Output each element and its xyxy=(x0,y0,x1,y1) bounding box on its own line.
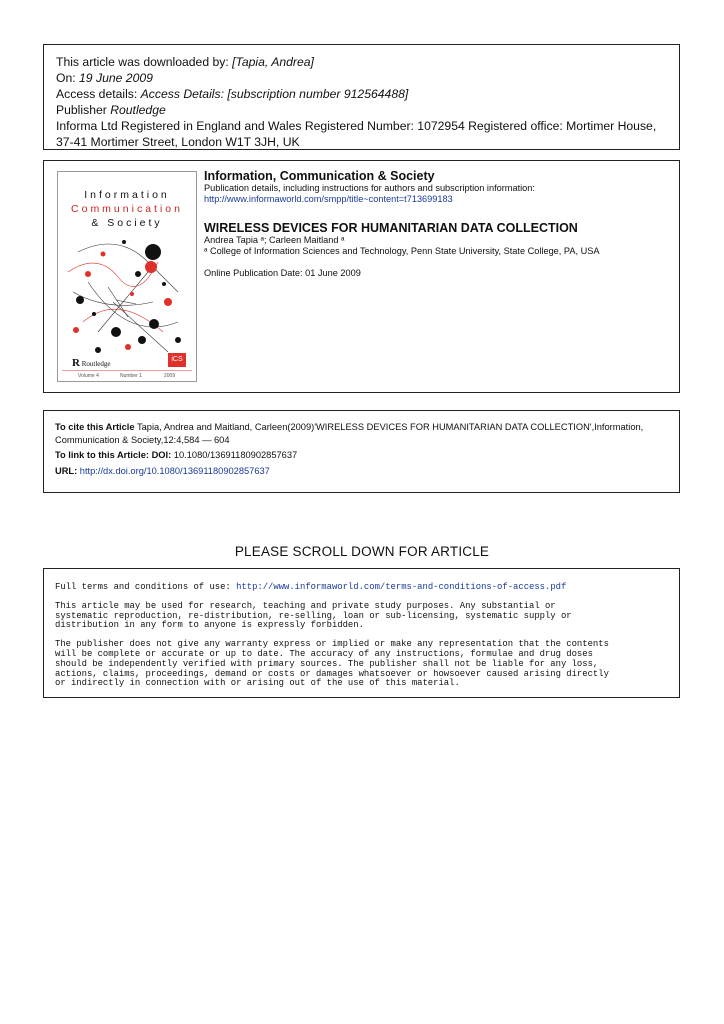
ics-badge: iCS xyxy=(168,353,186,367)
cover-title-line-2: Communication xyxy=(71,203,183,215)
journal-url-link[interactable]: http://www.informaworld.com/smpp/title~content=t713699183 xyxy=(204,194,453,204)
online-publication-date: Online Publication Date: 01 June 2009 xyxy=(204,268,361,278)
journal-details xyxy=(204,169,674,279)
doi-line: To link to this Article: DOI: 10.1080/13691180902857637 xyxy=(55,450,298,460)
terms-url-link[interactable]: http://www.informaworld.com/terms-and-conditions-of-access.pdf xyxy=(236,582,567,592)
journal-title: Information, Communication & Society xyxy=(204,169,435,183)
download-info-box xyxy=(43,44,680,150)
author-affiliation: ᵃ College of Information Sciences and Technology, Penn State University, State College, PA, USA xyxy=(204,246,600,256)
article-authors: Andrea Tapia ᵃ; Carleen Maitland ᵃ xyxy=(204,235,345,245)
journal-info-box xyxy=(43,160,680,393)
publisher-line: Publisher Routledge xyxy=(56,103,166,117)
scroll-down-message: PLEASE SCROLL DOWN FOR ARTICLE xyxy=(234,544,490,559)
publisher-name: Routledge xyxy=(110,103,166,117)
terms-paragraph-usage: This article may be used for research, teaching and private study purposes. Any substantial or systematic reproduction, re-distribution, re-selling, loan or sub-licensing, systematic supply or distribution in any form to anyone is expressly forbidden. xyxy=(55,600,572,631)
terms-box xyxy=(43,568,680,698)
cover-number: Number 1 xyxy=(120,373,142,379)
cover-title-line-1: Information xyxy=(84,189,170,201)
cover-artwork xyxy=(58,232,196,372)
cover-title-line-3: & Society xyxy=(91,217,163,229)
cite-article: To cite this Article Tapia, Andrea and Maitland, Carleen(2009)'WIRELESS DEVICES FOR HUMANITARIAN DATA COLLECTION',Information, Communication & Society,12:4,584 — 604 xyxy=(55,422,644,445)
doi-value: 10.1080/13691180902857637 xyxy=(171,450,298,460)
url-line: URL: http://dx.doi.org/10.1080/13691180902857637 xyxy=(55,465,270,476)
registration-info: Informa Ltd Registered in England and Wales Registered Number: 1072954 Registered office: Mortimer House, 37-41 Mortimer Street, London W1T 3JH, UK xyxy=(56,119,657,149)
citation-box xyxy=(43,410,680,493)
downloaded-by-line: This article was downloaded by: [Tapia, Andrea] xyxy=(56,55,314,69)
cover-volume: Volume 4 xyxy=(78,373,99,379)
routledge-logo: R Routledge xyxy=(72,357,111,369)
routledge-logo-mark: R xyxy=(72,357,80,369)
downloaded-by-user: [Tapia, Andrea] xyxy=(232,55,314,69)
access-details-line: Access details: Access Details: [subscription number 912564488] xyxy=(56,87,409,101)
download-date-line: On: 19 June 2009 xyxy=(56,71,153,85)
download-date: 19 June 2009 xyxy=(79,71,153,85)
terms-paragraph-warranty: The publisher does not give any warranty express or implied or make any representation that the contents will be complete or accurate or up to date. The accuracy of any instructions, formulae and drug doses should be independently verified with primary sources. The publisher shall not be liable for any loss, actions, claims, proceedings, demand or costs or damages whatsoever or howsoever caused arising directly or indirectly in connection with or arising out of the use of this material. xyxy=(55,639,609,689)
article-title: WIRELESS DEVICES FOR HUMANITARIAN DATA COLLECTION xyxy=(204,221,578,235)
cover-year: 2009 xyxy=(164,373,176,379)
full-terms-line: Full terms and conditions of use: http://www.informaworld.com/terms-and-conditions-of-access.pdf xyxy=(55,582,567,592)
doi-url-link[interactable]: http://dx.doi.org/10.1080/13691180902857637 xyxy=(77,465,270,476)
journal-cover-image xyxy=(57,171,197,382)
access-details: Access Details: [subscription number 912564488] xyxy=(140,87,409,101)
publication-details: Publication details, including instructions for authors and subscription information: xyxy=(204,183,535,193)
